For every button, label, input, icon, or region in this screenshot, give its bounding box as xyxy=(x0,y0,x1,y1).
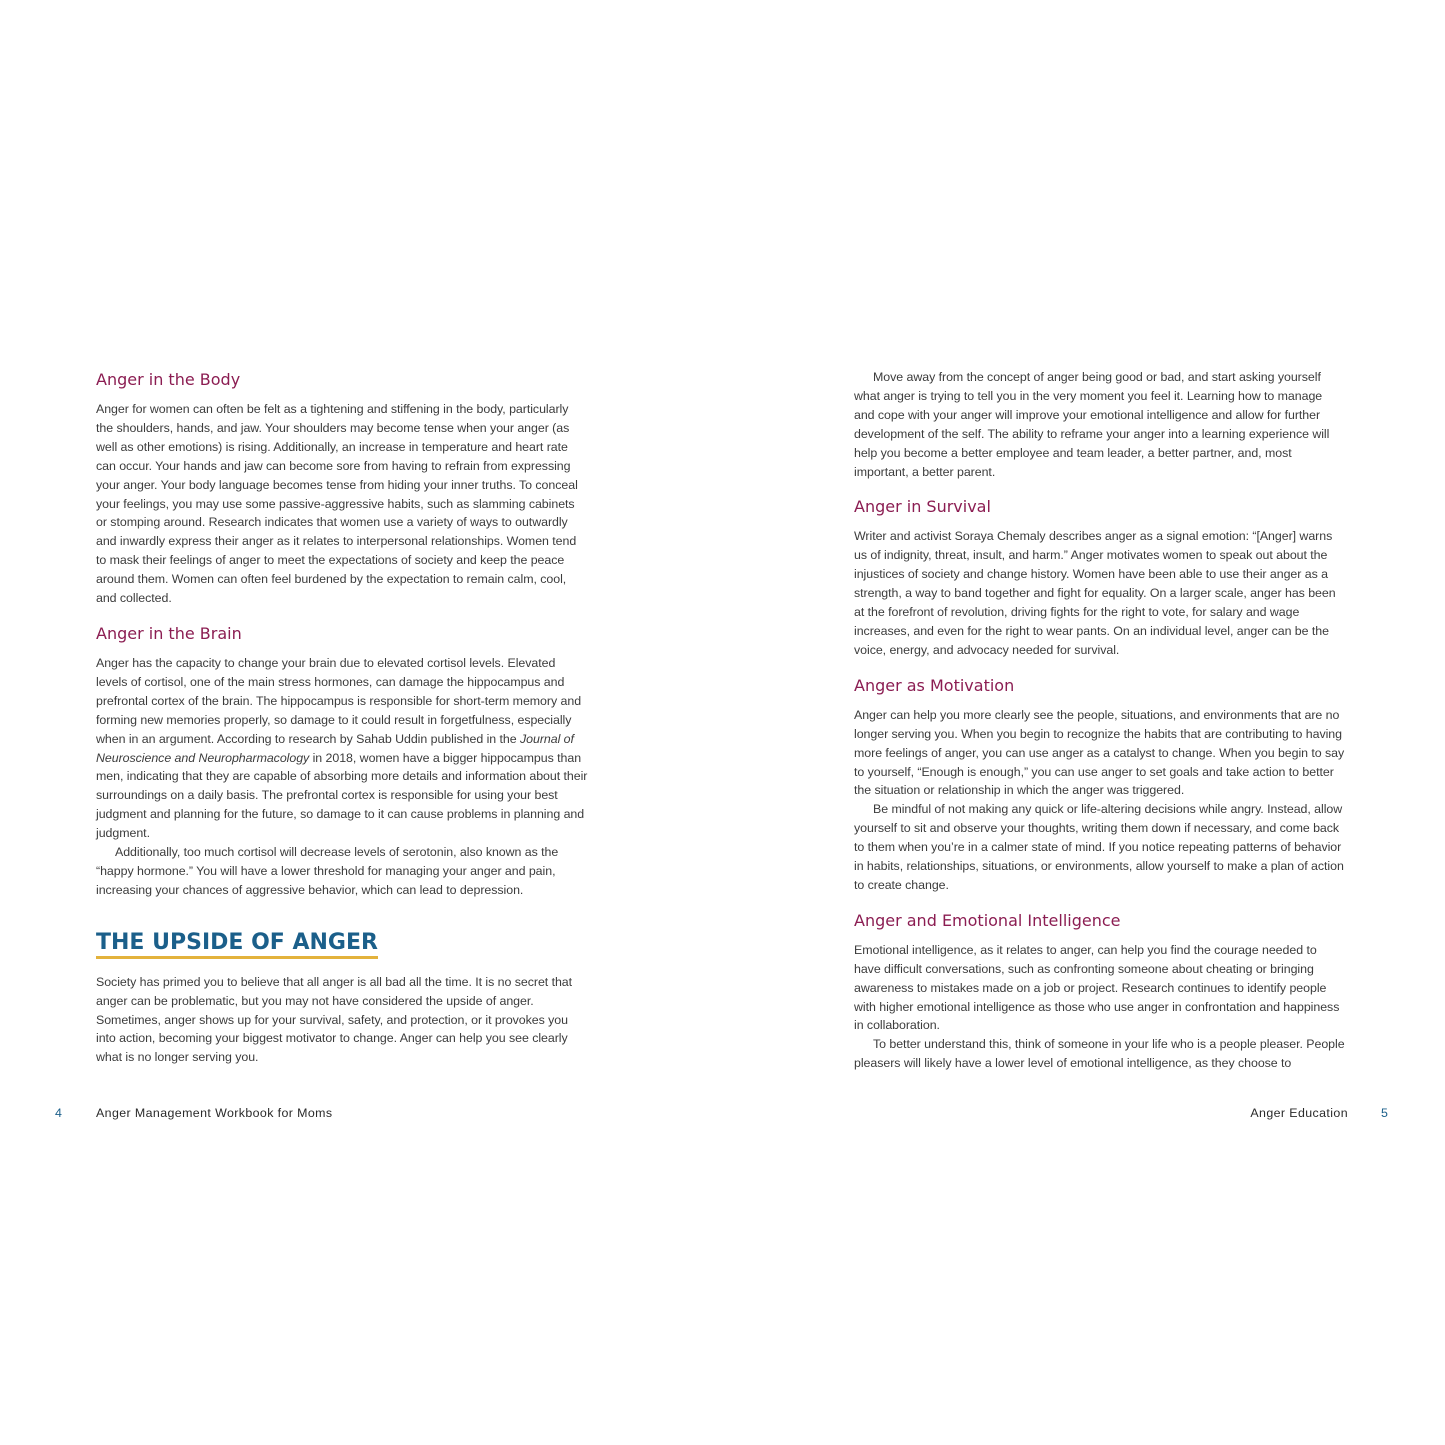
paragraph: Society has primed you to believe that all anger is all bad all the time. It is no secret that anger can be problematic, but you may not have considered the upside of anger. Sometimes, anger shows up for your survival, safety, and protection, or it provokes you into action, becoming your biggest motivator to change. Anger can help you see clearly what is no longer serving you. xyxy=(96,974,573,1065)
section-emotional-intelligence xyxy=(854,909,1346,1073)
section-anger-as-motivation xyxy=(854,674,1346,895)
section-anger-in-the-body xyxy=(96,368,588,608)
section-heading: Anger as Motivation xyxy=(854,675,1015,695)
section-heading: Anger and Emotional Intelligence xyxy=(854,910,1121,930)
right-page-number: 5 xyxy=(1381,1106,1388,1120)
paragraph: Move away from the concept of anger being good or bad, and start asking yourself what anger is trying to tell you in the very moment you feel it. Learning how to manage and cope with your anger will improve your emotional intelligence and allow for further development of the self. The ability to reframe your anger into a learning experience will help you become a better employee and team leader, a better partner, and, most important, a better parent. xyxy=(854,370,1330,479)
paragraph: Anger for women can often be felt as a tightening and stiffening in the body, particularly the shoulders, hands, and jaw. Your shoulders may become tense when your anger (as well as other emotions) is rising. Additionally, an increase in temperature and heart rate can occur. Your hands and jaw can become sore from having to refrain from expressing your anger. Your body language becomes tense from hiding your inner truths. To conceal your feelings, you may use some passive-aggressive habits, such as slamming cabinets or stomping around. Research indicates that women use a variety of ways to outwardly and inwardly express their anger as it relates to interpersonal relationships. Women tend to mask their feelings of anger to meet the expectations of society and keep the peace around them. Women can often feel burdened by the expectation to remain calm, cool, and collected. xyxy=(96,402,578,606)
paragraph: Anger can help you more clearly see the people, situations, and environments that are no longer serving you. When you begin to recognize the habits that are contributing to having more feelings of anger, you can use anger as a catalyst to change. When you begin to say to yourself, “Enough is enough,” you can use anger to set goals and take action to better the situation or relationship in which the anger was triggered. xyxy=(854,707,1345,798)
section-anger-in-the-brain xyxy=(96,622,588,900)
right-page-column xyxy=(854,368,1346,1087)
paragraph: Emotional intelligence, as it relates to anger, can help you find the courage needed to have difficult conversations, such as confronting someone about cheating or bringing awareness to mistakes made on a job or project. Research continues to identify people with higher emotional intelligence as those who use anger in confrontation and happiness in collaboration. xyxy=(854,942,1340,1033)
left-page-number: 4 xyxy=(55,1106,62,1120)
section-heading: Anger in the Body xyxy=(96,370,241,389)
chapter-section-heading: THE UPSIDE OF ANGER xyxy=(96,930,378,959)
paragraph-text: in 2018, women have a bigger hippocampus than men, indicating that they are capable of absorbing more details and information about their surroundings on a daily basis. The prefrontal cortex is responsible for using your best judgment and planning for the future, so damage to it can cause problems in planning and judgment. xyxy=(96,750,588,841)
paragraph: Writer and activist Soraya Chemaly describes anger as a signal emotion: “[Anger] warns us of indignity, threat, insult, and harm.” Anger motivates women to speak out about the injustices of society and change history. Women have been able to use their anger as a strength, a way to band together and fight for equality. On a larger scale, anger has been at the forefront of revolution, driving fights for the right to vote, for salary and wage increases, and even for the right to wear pants. On an individual level, anger can be the voice, energy, and advocacy needed for survival. xyxy=(854,529,1336,657)
right-running-footer: Anger Education xyxy=(1250,1106,1348,1120)
journal-title: Journal of Neuroscience and Neuropharmacology xyxy=(96,731,574,765)
paragraph: Additionally, too much cortisol will decrease levels of serotonin, also known as the “happy hormone.” You will have a lower threshold for managing your anger and pain, increasing your chances of aggressive behavior, which can lead to depression. xyxy=(96,845,559,897)
left-running-footer: Anger Management Workbook for Moms xyxy=(96,1106,333,1120)
section-intro xyxy=(854,368,1346,481)
section-heading: Anger in Survival xyxy=(854,497,991,517)
left-page-column xyxy=(96,368,588,1081)
section-heading: Anger in the Brain xyxy=(96,623,242,643)
paragraph: Be mindful of not making any quick or life-altering decisions while angry. Instead, allow yourself to sit and observe your thoughts, writing them down if necessary, and come back to them when you’re in a calmer state of mind. If you notice repeating patterns of behavior in habits, relationships, situations, or environments, allow yourself to make a plan of action to create change. xyxy=(854,802,1344,892)
section-anger-in-survival xyxy=(854,495,1346,659)
paragraph: To better understand this, think of someone in your life who is a people pleaser. People pleasers will likely have a lower level of emotional intelligence, as they choose to xyxy=(854,1037,1345,1071)
paragraph-text: Anger has the capacity to change your brain due to elevated cortisol levels. Elevated levels of cortisol, one of the main stress hormones, can damage the hippocampus and prefrontal cortex of the brain. The hippocampus is responsible for short-term memory and forming new memories properly, so damage to it could result in forgetfulness, especially when in an argument. According to research by Sahab Uddin published in the xyxy=(96,655,582,746)
paragraph xyxy=(96,654,588,843)
section-upside-of-anger xyxy=(96,914,588,1068)
